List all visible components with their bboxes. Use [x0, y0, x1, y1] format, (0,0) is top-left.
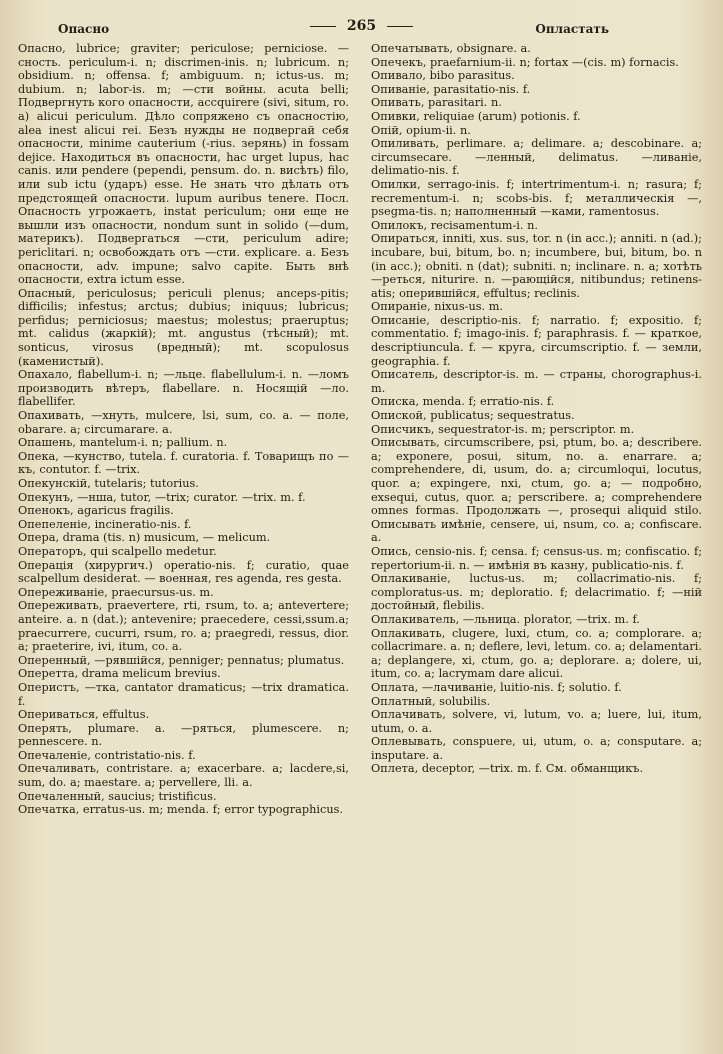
dictionary-entry: Описка, menda. f; erratio-nis. f.	[371, 395, 555, 409]
dictionary-entry: Опечаливать, contristare. a; exacerbare. a; lacdere,si, sum, do. a; maestare. a; pervellere, lli. a.	[18, 762, 349, 790]
dictionary-entry: Оперенный, —рявшійся, penniger; pennatus; plumatus.	[18, 653, 345, 667]
dictionary-entry: Опиваніе, parasitatio-nis. f.	[371, 82, 531, 96]
dictionary-entry: Опера, drama (tis. n) musicum, — melicum.	[18, 531, 271, 545]
dictionary-entry: Описывать, circumscribere, psi, ptum, bo. a; describere. a; exponere, posui, situm, no. a. enarrare. a; comprehendere, di, usum, do. a; circumloqui, locutus, quor. a; expingere, nxi, ctum, go. a; — подробно, exsequi, cutus, quor. a; perscribere. a; comprehendere omnes formas. Продолжать —, prosequi aliquid stilo. Описывать имѣніе, censere, ui, nsum, co. a; confiscare. a.	[371, 436, 702, 545]
dictionary-entry: Опека, —кунство, tutela. f. curatoria. f. Товарищъ по —къ, contutor. f. —trix.	[18, 449, 349, 477]
dictionary-entry: Оплатный, solubilis.	[371, 694, 491, 708]
dictionary-entry: Опивало, bibo parasitus.	[371, 69, 515, 83]
dictionary-entry: Опечекъ, praefarnium-ii. n; fortax —(cis. m) fornacis.	[371, 55, 679, 69]
dictionary-entry: Опасно, lubrice; graviter; periculose; perniciose. —сность. periculum-i. n; discrimen-inis. n; lubricum. n; obsidium. n; offensa. f; ambiguum. n; ictus-us. m; dubium. n; labor-is. m; —сти войны. acuta belli; Подвергнуть кого опасности, accquirere (sivi, situm, ro. a) alicui periculum. Дѣло сопряжено съ опасностію, alea inest alicui rei. Безъ нужды не подвергай себя опасности, minime cauterium (-rius. зерянь) in fossam dejice. Находиться въ опасности, hac urget lupus, hac canis. или pendere (pependi, pensum. do. n. висѣть) filo, или sub ictu (ударъ) esse. Не знать что дѣлать отъ предстоящей опасности. lupum auribus tenere. Посл. Опасность угрожаетъ, instat periculum; они еще не вышли изъ опасности, nondum sunt in solido (—dum, материкъ). Подвергаться —сти, periculum adire; periclitari. n; освобождать отъ —сти. explicare. a. Безъ опасности, adv. impune; salvo capite. Быть внѣ опасности, extra ictum esse.	[18, 42, 349, 287]
dictionary-entry: Оплакивать, clugere, luxi, ctum, co. a; complorare. a; collacrimare. a. n; deflere, levi, letum. co. a; delamentari. a; deplangere, xi, ctum, go. a; deplorare. a; dolere, ui, itum, co. a; lacrymam dare alicui.	[371, 626, 702, 681]
dictionary-entry: Опечатывать, obsignare. a.	[371, 42, 531, 55]
dictionary-entry: Опасный, periculosus; periculi plenus; anceps-pitis; difficilis; infestus; arctus; dubius; iniquus; lubricus; perfidus; perniciosus; maestus; molestus; praeruptus; mt. calidus (жаркій); mt. angustus (тѣсный); mt. sonticus, virosus (вредный); mt. scopulosus (каменистый).	[18, 286, 349, 368]
dictionary-entry: Опивки, reliquiae (arum) potionis. f.	[371, 109, 581, 123]
header-left-catchword: Опасно	[58, 22, 110, 36]
two-column-body	[18, 42, 705, 817]
dictionary-entry: Опекунскій, tutelaris; tutorius.	[18, 477, 199, 490]
dictionary-entry: Опереживать, praevertere, rti, rsum, to. a; antevertere; anteire. a. n (dat.); antevenire; praecedere, cessi,ssum.a; praecurrere, cucurri, rsum, ro. a; praegredi, ressus, dior. a; praeterire, ivi, itum, co. a.	[18, 599, 349, 654]
dictionary-entry: Описатель, descriptor-is. m. — страны, chorographus-i. m.	[371, 368, 702, 395]
dictionary-entry: Опираться, inniti, xus. sus, tor. n (in acc.); anniti. n (ad.); incubare, bui, bitum, bo. n; incumbere, bui, bitum, bo. n (in acc.); obniti. n (dat); subniti. n; inclinare. n. a; хотѣть —реться, niturire. n. —рающійся, nitibundus; retinens-atis; оперившійся, effultus; reclinis.	[371, 232, 702, 300]
page-number: 265	[346, 18, 377, 34]
header-rule-left	[310, 26, 336, 27]
dictionary-entry: Оперистъ, —тка, cantator dramaticus; —trix dramatica. f.	[18, 680, 349, 708]
dictionary-entry: Опилки, serrago-inis. f; intertrimentum-i. n; rasura; f; recrementum-i. n; scobs-bis. f; металлическія —, psegma-tis. n; наполненный —ками, ramentosus.	[371, 177, 702, 219]
dictionary-entry: Оперетта, drama melicum brevius.	[18, 667, 221, 681]
dictionary-entry: Опираніе, nixus-us. m.	[371, 300, 504, 314]
dictionary-entry: Опиливать, perlimare. a; delimare. a; descobinare. a; circumsecare. —ленный, delimatus. —ливаніе, delimatio-nis. f.	[371, 137, 702, 178]
dictionary-entry: Опахивать, —хнуть, mulcere, lsi, sum, co. a. — поле, obarare. a; circumarare. a.	[18, 409, 349, 436]
dictionary-entry: Опечаленный, saucius; tristificus.	[18, 789, 217, 803]
dictionary-entry: Описчикъ, sequestrator-is. m; perscriptor. m.	[371, 422, 635, 436]
dictionary-entry: Опись, censio-nis. f; censa. f; census-us. m; confiscatio. f; repertorium-ii. n. — имѣнія въ казну, publicatio-nis. f.	[371, 544, 702, 572]
dictionary-entry: Опивать, parasitari. n.	[371, 96, 502, 110]
dictionary-entry: Опахало, flabellum-i. n; —льце. flabellulum-i. n. —ломъ производить вѣтеръ, flabellare. n. Носящій —ло. flabellifer.	[18, 368, 349, 409]
dictionary-entry: Опій, opium-ii. n.	[371, 123, 471, 137]
dictionary-entry: Оплата, —лачиваніе, luitio-nis. f; solutio. f.	[371, 680, 622, 694]
dictionary-entry: Оплакиваніе, luctus-us. m; collacrimatio-nis. f; comploratus-us. m; deploratio. f; delacrimatio. f; —ній достойный, flebilis.	[371, 572, 702, 613]
page-header	[18, 12, 705, 42]
header-rule-right	[387, 26, 413, 27]
dictionary-entry: Описаніе, descriptio-nis. f; narratio. f; expositio. f; commentatio. f; imago-inis. f; paraphrasis. f. — краткое, descriptiuncula. f. — круга, circumscriptio. f. — земли, geographia. f.	[371, 313, 702, 368]
dictionary-entry: Опекунъ, —нша, tutor, —trix; curator. —trix. m. f.	[18, 490, 306, 504]
dictionary-entry: Оплета, deceptor, —trix. m. f. См. обманщикъ.	[371, 762, 644, 776]
dictionary-entry: Оперять, plumare. a. —ряться, plumescere. n; pennescere. n.	[18, 721, 349, 749]
dictionary-entry: Оплачивать, solvere, vi, lutum, vo. a; luere, lui, itum, utum, o. a.	[371, 708, 702, 735]
dictionary-entry: Опепеленіе, incineratio-nis. f.	[18, 517, 192, 531]
right-column	[371, 42, 702, 817]
dictionary-entry: Опиской, publicatus; sequestratus.	[371, 409, 575, 423]
dictionary-entry: Опечаленіе, contristatio-nis. f.	[18, 748, 196, 762]
left-column	[18, 42, 349, 817]
dictionary-entry: Оплевывать, conspuere, ui, utum, o. a; consputare. a; insputare. a.	[371, 735, 702, 762]
dictionary-entry: Оплакиватель, —льница. plorator, —trix. m. f.	[371, 612, 640, 626]
dictionary-entry: Операторъ, qui scalpello medetur.	[18, 544, 217, 558]
dictionary-entry: Опенокъ, agaricus fragilis.	[18, 504, 174, 518]
dictionary-entry: Опечатка, erratus-us. m; menda. f; error typographicus.	[18, 803, 344, 817]
dictionary-entry: Опашень, mantelum-i. n; pallium. n.	[18, 436, 228, 450]
dictionary-entry: Операція (хирургич.) operatio-nis. f; curatio, quae scalpellum desiderat. — военная, res agenda, res gesta.	[18, 558, 349, 586]
header-right-catchword: Опластать	[535, 22, 609, 36]
dictionary-entry: Опериваться, effultus.	[18, 708, 150, 722]
dictionary-entry: Опилокъ, recisamentum-i. n.	[371, 218, 538, 232]
dictionary-entry: Опереживаніе, praecursus-us. m.	[18, 585, 214, 599]
